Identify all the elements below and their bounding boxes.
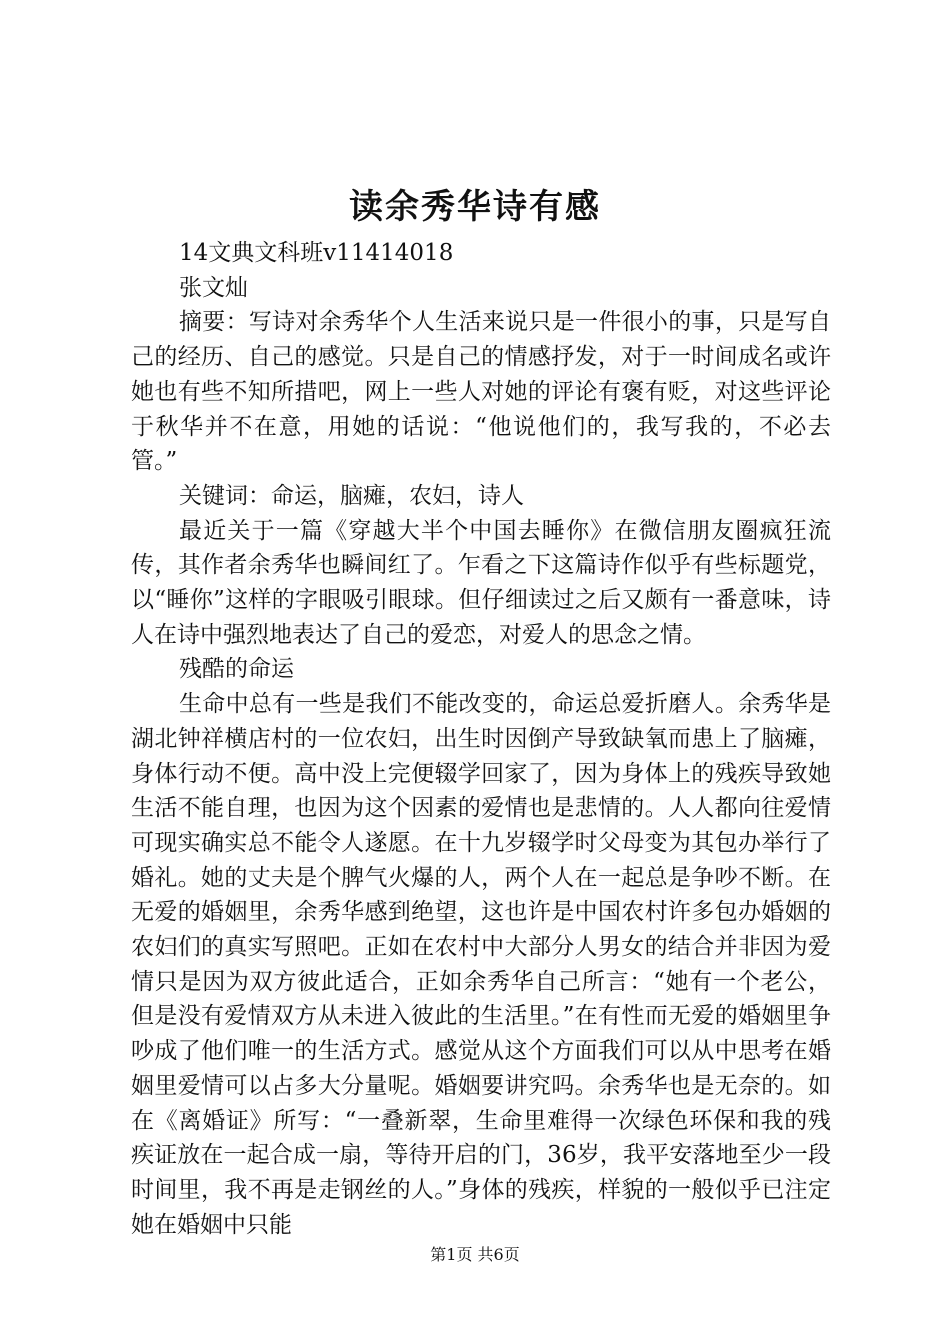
section-heading: 残酷的命运	[179, 656, 294, 683]
keywords-line: 关键词：命运，脑瘫，农妇，诗人	[179, 482, 524, 509]
class-line: 14文典文科班v11414018	[179, 240, 454, 266]
section-paragraph: 生命中总有一些是我们不能改变的，命运总爱折磨人。余秀华是湖北钟祥横店村的一位农妇，出生时因倒产导致缺氧而患上了脑瘫，身体行动不便。高中没上完便辍学回家了，因为身体上的残疾导致她生活不能自理，也因为这个因素的爱情也是悲情的。人人都向往爱情可现实确实总不能令人遂愿。在十九岁辍学时父母变为其包办举行了婚礼。她的丈夫是个脾气火爆的人，两个人在一起总是争吵不断。在无爱的婚姻里，余秀华感到绝望，这也许是中国农村许多包办婚姻的农妇们的真实写照吧。正如在农村中大部分人男女的结合并非因为爱情只是因为双方彼此适合，正如余秀华自己所言：“她有一个老公，但是没有爱情双方从未进入彼此的生活里。”在有性而无爱的婚姻里争吵成了他们唯一的生活方式。感觉从这个方面我们可以从中思考在婚姻里爱情可以占多大分量呢。婚姻要讲究吗。余秀华也是无奈的。如在《离婚证》所写：“一叠新翠，生命里难得一次绿色环保和我的残疾证放在一起合成一扇，等待开启的门，36岁，我平安落地至少一段时间里，我不再是走钢丝的人。”身体的残疾，样貌的一般似乎已注定她在婚姻中只能	[131, 691, 831, 1238]
page-footer: 第1页 共6页	[430, 1245, 520, 1264]
intro-paragraph: 最近关于一篇《穿越大半个中国去睡你》在微信朋友圈疯狂流传，其作者余秀华也瞬间红了。乍看之下这篇诗作似乎有些标题党，以“睡你”这样的字眼吸引眼球。但仔细读过之后又颇有一番意味，诗人在诗中强烈地表达了自己的爱恋，对爱人的思念之情。	[131, 517, 831, 648]
author-name: 张文灿	[179, 274, 248, 301]
document-body	[131, 236, 831, 1242]
abstract-paragraph: 摘要：写诗对余秀华个人生活来说只是一件很小的事，只是写自己的经历、自己的感觉。只是自己的情感抒发，对于一时间成名或许她也有些不知所措吧，网上一些人对她的评论有褒有贬，对这些评论于秋华并不在意，用她的话说：“他说他们的，我写我的，不必去管。”	[131, 309, 831, 475]
document-title: 读余秀华诗有感	[349, 187, 601, 227]
